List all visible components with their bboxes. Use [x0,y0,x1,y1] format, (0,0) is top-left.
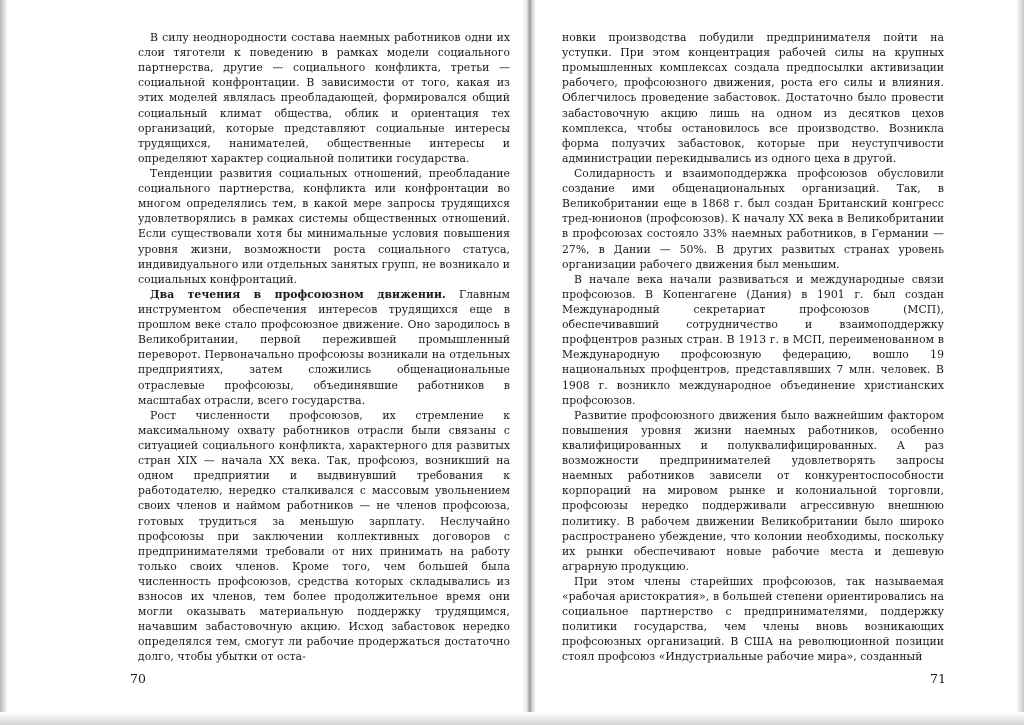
right-page-text [562,30,944,665]
paragraph: При этом члены старейших профсоюзов, так называемая «рабочая аристократия», в большей степени ориентировались на социальное партнерство с предпринимателями, поддержку политики государства, чем члены вновь возникающих профсоюзных организаций. В США на революционной позиции стоял профсоюз «Индустриальные рабочие мира», созданный [562,574,944,664]
book-gutter [522,0,536,725]
section-heading: Два течения в профсоюзном движении. [150,287,446,301]
paragraph: Тенденции развития социальных отношений, преобладание социального партнерства, конфликта или конфронтации во многом определялись тем, в какой мере запросы трудящихся удовлетворялись в рамках системы общественных отношений. Если существовали хотя бы минимальные условия повышения уровня жизни, возможности роста социального статуса, индивидуального или отдельных занятых групп, не возникало и социальных конфронтаций. [138,166,510,286]
bottom-edge-shadow [0,712,1024,725]
paragraph-continued: новки производства побудили предпринимателя пойти на уступки. При этом концентрация рабочей силы на крупных промышленных комплексах создала предпосылки активизации рабочего, профсоюзного движения, роста его силы и влияния. Облегчилось проведение забастовок. Достаточно было провести забастовочную акцию лишь на одном из десятков цехов комплекса, чтобы остановилось все производство. Возникла форма полузчих забастовок, которые при неуступчивости администрации перекидывались из одного цеха в другой. [562,31,944,165]
left-page-edge-shadow [0,0,8,725]
paragraph: В начале века начали развиваться и международные связи профсоюзов. В Копенгагене (Дания) в 1901 г. был создан Международный секретариат профсоюзов (МСП), обеспечивавший сотрудничество и взаимоподдержку профцентров разных стран. В 1913 г. в МСП, переименованном в Международную профсоюзную федерацию, вошло 19 национальных профцентров, представлявших 7 млн. человек. В 1908 г. возникло международное объединение христианских профсоюзов. [562,272,944,407]
left-page-text [138,30,510,665]
section-paragraph-text: Главным инструментом обеспечения интересов трудящихся еще в прошлом веке стало профсоюзное движение. Оно зародилось в Великобритании, первой пережившей промышленный переворот. Первоначально профсоюзы возникали на отдельных предприятиях, затем сложились общенациональные отраслевые профсоюзы, объединявшие работников в масштабах отрасли, всего государства. [138,287,511,407]
right-page-edge-shadow [1016,0,1024,725]
paragraph: Солидарность и взаимоподдержка профсоюзов обусловили создание ими общенациональных организаций. Так, в Великобритании еще в 1868 г. был создан Британский конгресс тред-юнионов (профсоюзов). К началу XX века в Великобритании в профсоюзах состояло 33% наемных работников, в Германии — 27%, в Дании — 50%. В других развитых странах уровень организации рабочего движения был меньшим. [562,166,944,271]
paragraph: Развитие профсоюзного движения было важнейшим фактором повышения уровня жизни наемных работников, особенно квалифицированных и полуквалифицированных. А раз возможности предпринимателей удовлетворять запросы наемных работников зависели от конкурентоспособности корпораций на мировом рынке и колониальной торговли, профсоюзы нередко поддерживали агрессивную внешнюю политику. В рабочем движении Великобритании было широко распространено убеждение, что колонии необходимы, поскольку их рынки обеспечивают новые рабочие места и дешевую аграрную продукцию. [562,408,944,573]
page-number-left: 70 [130,671,146,686]
section-paragraph [138,287,510,408]
page-number-right: 71 [930,671,946,686]
paragraph: В силу неоднородности состава наемных работников одни их слои тяготели к поведению в рамках модели социального партнерства, другие — социального конфликта, третьи — социальной конфронтации. В зависимости от того, какая из этих моделей являлась преобладающей, формировался общий социальный климат общества, облик и ориентация тех организаций, которые представляют социальные интересы трудящихся, нанимателей, общественные интересы и определяют характер социальной политики государства. [138,31,510,165]
paragraph: Рост численности профсоюзов, их стремление к максимальному охвату работников отрасли были связаны с ситуацией социального конфликта, характерного для развитых стран XIX — начала XX века. Так, профсоюз, возникший на одном предприятии и выдвинувший требования к работодателю, нередко сталкивался с массовым увольнением своих членов и наймом работников — не членов профсоюза, готовых трудиться за меньшую зарплату. Неслучайно профсоюзы при заключении коллективных договоров с предпринимателями требовали от них принимать на работу только своих членов. Кроме того, чем большей была численность профсоюзов, средства которых складывались из взносов их членов, тем более продолжительное время они могли оказывать материальную поддержку трудящимся, начавшим забастовочную акцию. Исход забастовок нередко определялся тем, смогут ли рабочие продержаться достаточно долго, чтобы убытки от оста- [138,408,510,664]
